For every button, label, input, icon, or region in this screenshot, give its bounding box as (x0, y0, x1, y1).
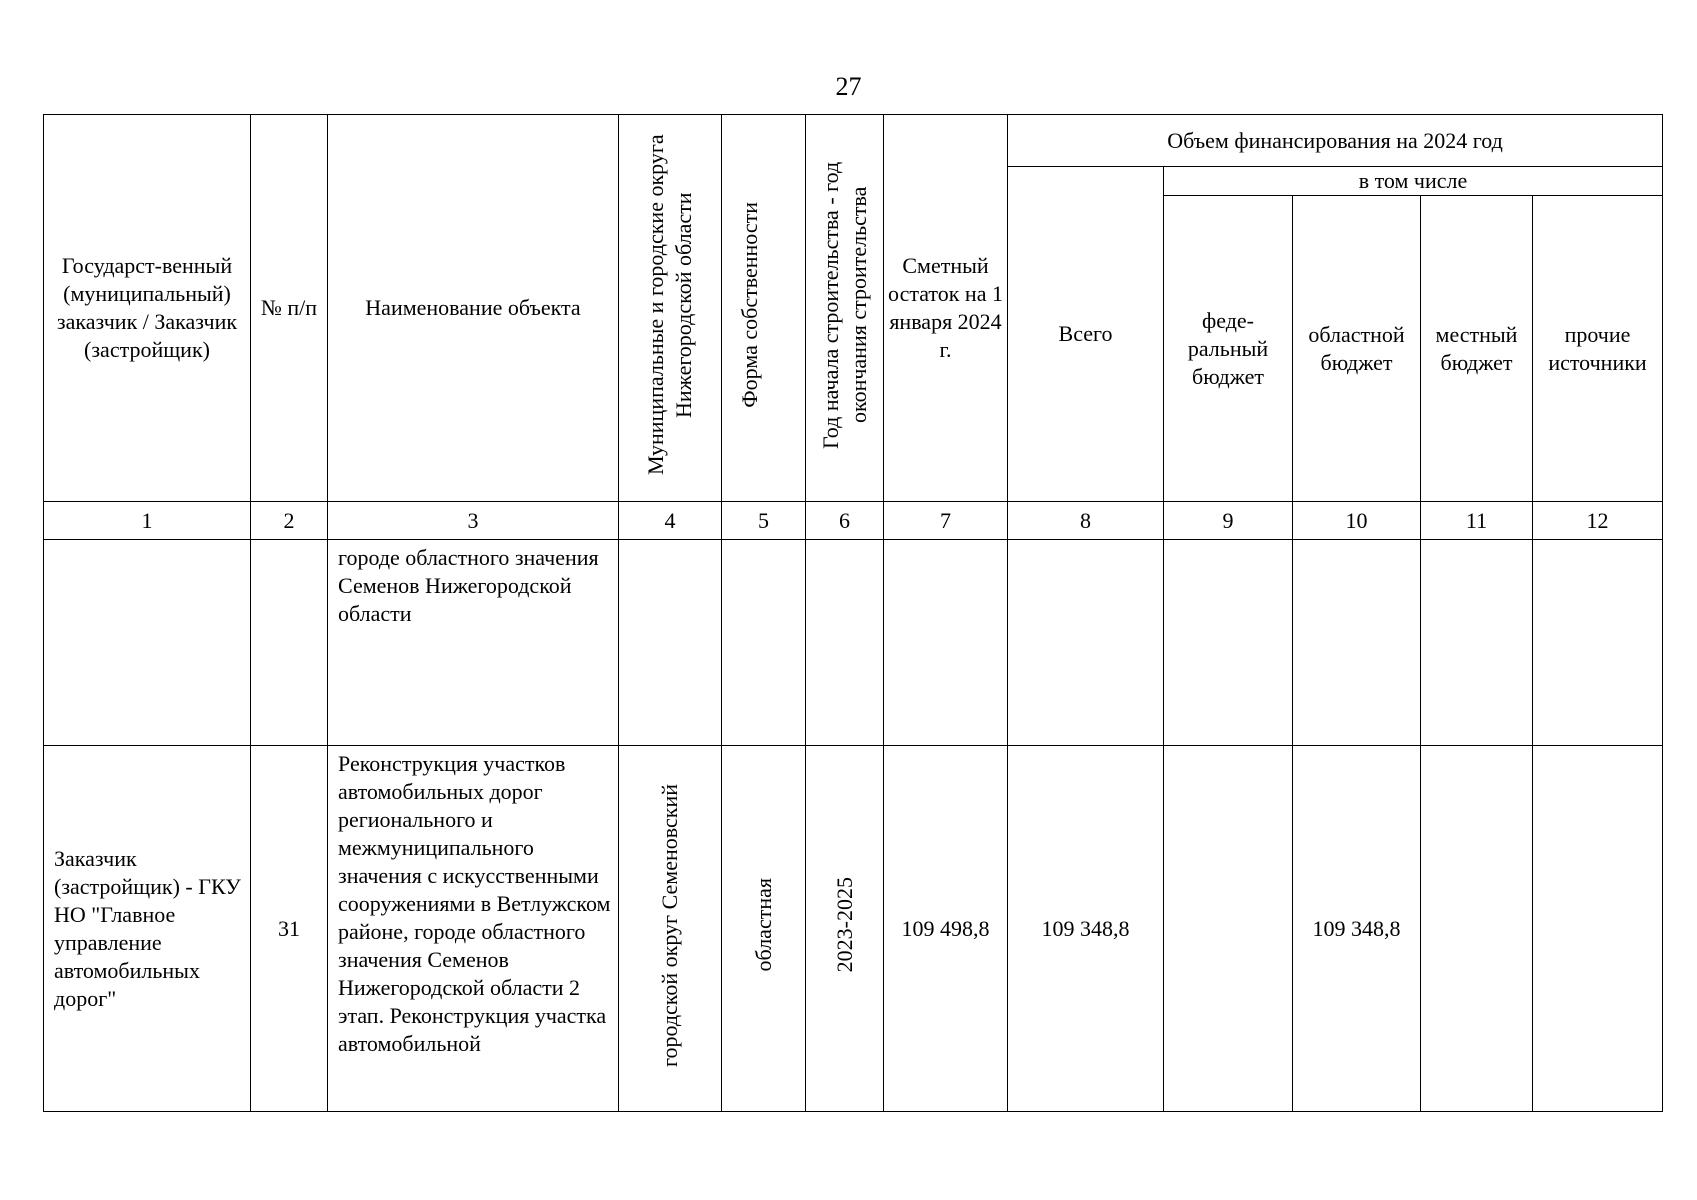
cell-empty (44, 540, 251, 746)
header-ownership-text: Форма собственности (736, 201, 762, 408)
cell-regional: 109 348,8 (1293, 746, 1421, 1112)
cell-object-name: Реконструкция участков автомобильных дорог регионального и межмуниципального значения с искусственными сооружениями в Ветлужском районе, городе областного значения Семенов Нижегородской области 2 этап. Реконструкция участка автомобильной (328, 746, 619, 1112)
table-row-continuation (44, 540, 1663, 746)
column-number: 9 (1164, 502, 1293, 540)
column-number: 8 (1008, 502, 1164, 540)
cell-number: 31 (251, 746, 328, 1112)
cell-years-text: 2023-2025 (831, 877, 857, 973)
column-number: 11 (1421, 502, 1533, 540)
column-number: 2 (251, 502, 328, 540)
column-number: 10 (1293, 502, 1421, 540)
header-district-text: Муниципальные и городские округа Нижегородской области (643, 134, 696, 475)
cell-empty (1008, 540, 1164, 746)
cell-empty (1421, 540, 1533, 746)
cell-ownership-text: областная (750, 878, 776, 972)
header-including-group: в том числе (1164, 167, 1663, 196)
cell-other (1533, 746, 1663, 1112)
header-object-name: Наименование объекта (328, 115, 619, 502)
header-customer: Государст-венный (муниципальный) заказчик / Заказчик (застройщик) (44, 115, 251, 502)
column-number: 1 (44, 502, 251, 540)
column-number: 4 (619, 502, 722, 540)
page-number: 27 (835, 72, 862, 101)
header-estimate-balance: Сметный остаток на 1 января 2024 г. (884, 115, 1008, 502)
cell-total: 109 348,8 (1008, 746, 1164, 1112)
header-regional: областной бюджет (1293, 196, 1421, 502)
cell-empty (1164, 540, 1293, 746)
header-district (619, 115, 722, 502)
header-number: № п/п (251, 115, 328, 502)
column-number: 3 (328, 502, 619, 540)
cell-district (619, 746, 722, 1112)
cell-local (1421, 746, 1533, 1112)
cell-empty (722, 540, 806, 746)
cell-empty (619, 540, 722, 746)
table-row (44, 746, 1663, 1112)
cell-estimate-balance: 109 498,8 (884, 746, 1008, 1112)
cell-object-name: городе областного значения Семенов Нижегородской области (328, 540, 619, 746)
cell-empty (1533, 540, 1663, 746)
header-total: Всего (1008, 167, 1164, 502)
cell-empty (251, 540, 328, 746)
column-number: 6 (806, 502, 884, 540)
header-years (806, 115, 884, 502)
cell-empty (806, 540, 884, 746)
cell-empty (1293, 540, 1421, 746)
cell-customer: Заказчик (застройщик) - ГКУ НО "Главное управление автомобильных дорог" (44, 746, 251, 1112)
column-number: 5 (722, 502, 806, 540)
column-number: 7 (884, 502, 1008, 540)
header-years-text: Год начала строительства - год окончания строительства (817, 160, 871, 449)
column-number: 12 (1533, 502, 1663, 540)
cell-ownership (722, 746, 806, 1112)
cell-years (806, 746, 884, 1112)
header-ownership (722, 115, 806, 502)
financing-table (43, 114, 1663, 1112)
header-federal: феде-ральный бюджет (1164, 196, 1293, 502)
header-other: прочие источники (1533, 196, 1663, 502)
header-local: местный бюджет (1421, 196, 1533, 502)
cell-federal (1164, 746, 1293, 1112)
cell-empty (884, 540, 1008, 746)
cell-district-text: городской округ Семеновский (657, 783, 682, 1067)
header-funding-group: Объем финансирования на 2024 год (1008, 115, 1663, 167)
